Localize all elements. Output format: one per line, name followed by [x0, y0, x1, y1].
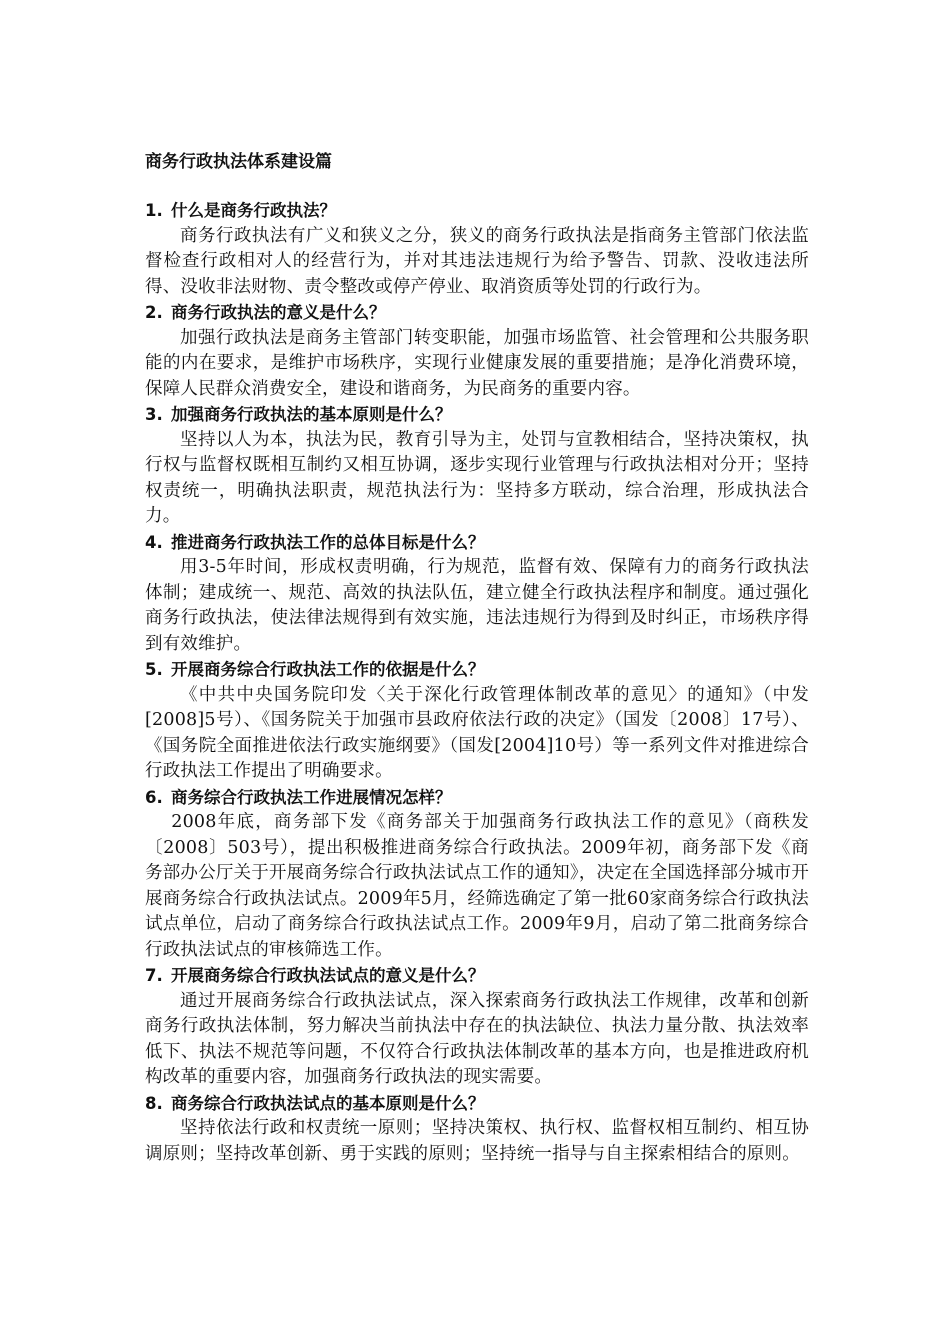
question-heading	[145, 785, 809, 811]
question-text: 开展商务综合行政执法工作的依据是什么？	[171, 660, 485, 679]
answer-paragraph: 用3-5年时间，形成权责明确，行为规范，监督有效、保障有力的商务行政执法体制；建成统一、规范、高效的执法队伍，建立健全行政执法程序和制度。通过强化商务行政执法，使法律法规得到有效实施，违法违规行为得到及时纠正，市场秩序得到有效维护。	[145, 557, 809, 654]
question-text: 开展商务综合行政执法试点的意义是什么？	[171, 966, 485, 985]
question-heading	[145, 530, 809, 556]
question-number: 4.	[145, 532, 163, 552]
answer-paragraph: 坚持以人为本，执法为民，教育引导为主，处罚与宣教相结合，坚持决策权，执行权与监督权既相互制约又相互协调，逐步实现行业管理与行政执法相对分开；坚持权责统一，明确执法职责，规范执法行为：坚持多方联动，综合治理，形成执法合力。	[145, 429, 809, 526]
answer-paragraph: 2008年底，商务部下发《商务部关于加强商务行政执法工作的意见》（商秩发〔2008〕503号），提出积极推进商务综合行政执法。2009年初，商务部下发《商务部办公厅关于开展商务综合行政执法试点工作的通知》，决定在全国选择部分城市开展商务综合行政执法试点。2009年5月，经筛选确定了第一批60家商务综合行政执法试点单位，启动了商务综合行政执法试点工作。2009年9月，启动了第二批商务综合行政执法试点的审核筛选工作。	[145, 812, 809, 960]
question-heading	[145, 963, 809, 989]
document-title: 商务行政执法体系建设篇	[145, 152, 332, 172]
section-7	[145, 963, 809, 1091]
answer-paragraph: 商务行政执法有广义和狭义之分，狭义的商务行政执法是指商务主管部门依法监督检查行政相对人的经营行为，并对其违法违规行为给予警告、罚款、没收违法所得、没收非法财物、责令整改或停产停业、取消资质等处罚的行政行为。	[145, 225, 809, 297]
section-3	[145, 402, 809, 530]
question-heading	[145, 402, 809, 428]
section-5	[145, 657, 809, 785]
question-text: 商务综合行政执法工作进展情况怎样？	[171, 787, 452, 807]
question-heading	[145, 198, 809, 224]
question-text: 推进商务行政执法工作的总体目标是什么？	[171, 532, 485, 552]
question-text: 什么是商务行政执法？	[171, 201, 336, 220]
question-number: 1.	[145, 201, 163, 220]
section-6	[145, 785, 809, 964]
document-page	[145, 150, 809, 1167]
question-text: 商务综合行政执法试点的基本原则是什么？	[171, 1093, 485, 1113]
question-text: 加强商务行政执法的基本原则是什么？	[171, 405, 452, 424]
question-number: 5.	[145, 660, 163, 679]
question-number: 2.	[145, 303, 163, 322]
answer-paragraph: 坚持依法行政和权责统一原则；坚持决策权、执行权、监督权相互制约、相互协调原则；坚持改革创新、勇于实践的原则；坚持统一指导与自主探索相结合的原则。	[145, 1118, 809, 1164]
question-heading	[145, 1091, 809, 1117]
question-number: 7.	[145, 966, 163, 985]
section-8	[145, 1091, 809, 1168]
question-heading	[145, 300, 809, 326]
answer-paragraph: 《中共中央国务院印发〈关于深化行政管理体制改革的意见〉的通知》（中发[2008]5号）、《国务院关于加强市县政府依法行政的决定》（国发〔2008〕17号）、《国务院全面推进依法行政实施纲要》（国发[2004]10号）等一系列文件对推进综合行政执法工作提出了明确要求。	[145, 684, 809, 781]
section-4	[145, 530, 809, 658]
section-1	[145, 198, 809, 300]
question-text: 商务行政执法的意义是什么？	[171, 303, 386, 322]
question-number: 6.	[145, 787, 163, 807]
question-number: 8.	[145, 1093, 163, 1113]
answer-paragraph: 加强行政执法是商务主管部门转变职能，加强市场监管、社会管理和公共服务职能的内在要求，是维护市场秩序，实现行业健康发展的重要措施；是净化消费环境，保障人民群众消费安全，建设和谐商务，为民商务的重要内容。	[145, 327, 809, 399]
question-heading	[145, 657, 809, 683]
answer-paragraph: 通过开展商务综合行政执法试点，深入探索商务行政执法工作规律，改革和创新商务行政执法体制，努力解决当前执法中存在的执法缺位、执法力量分散、执法效率低下、执法不规范等问题，不仅符合行政执法体制改革的基本方向，也是推进政府机构改革的重要内容，加强商务行政执法的现实需要。	[145, 990, 809, 1087]
section-2	[145, 300, 809, 402]
question-number: 3.	[145, 405, 163, 424]
